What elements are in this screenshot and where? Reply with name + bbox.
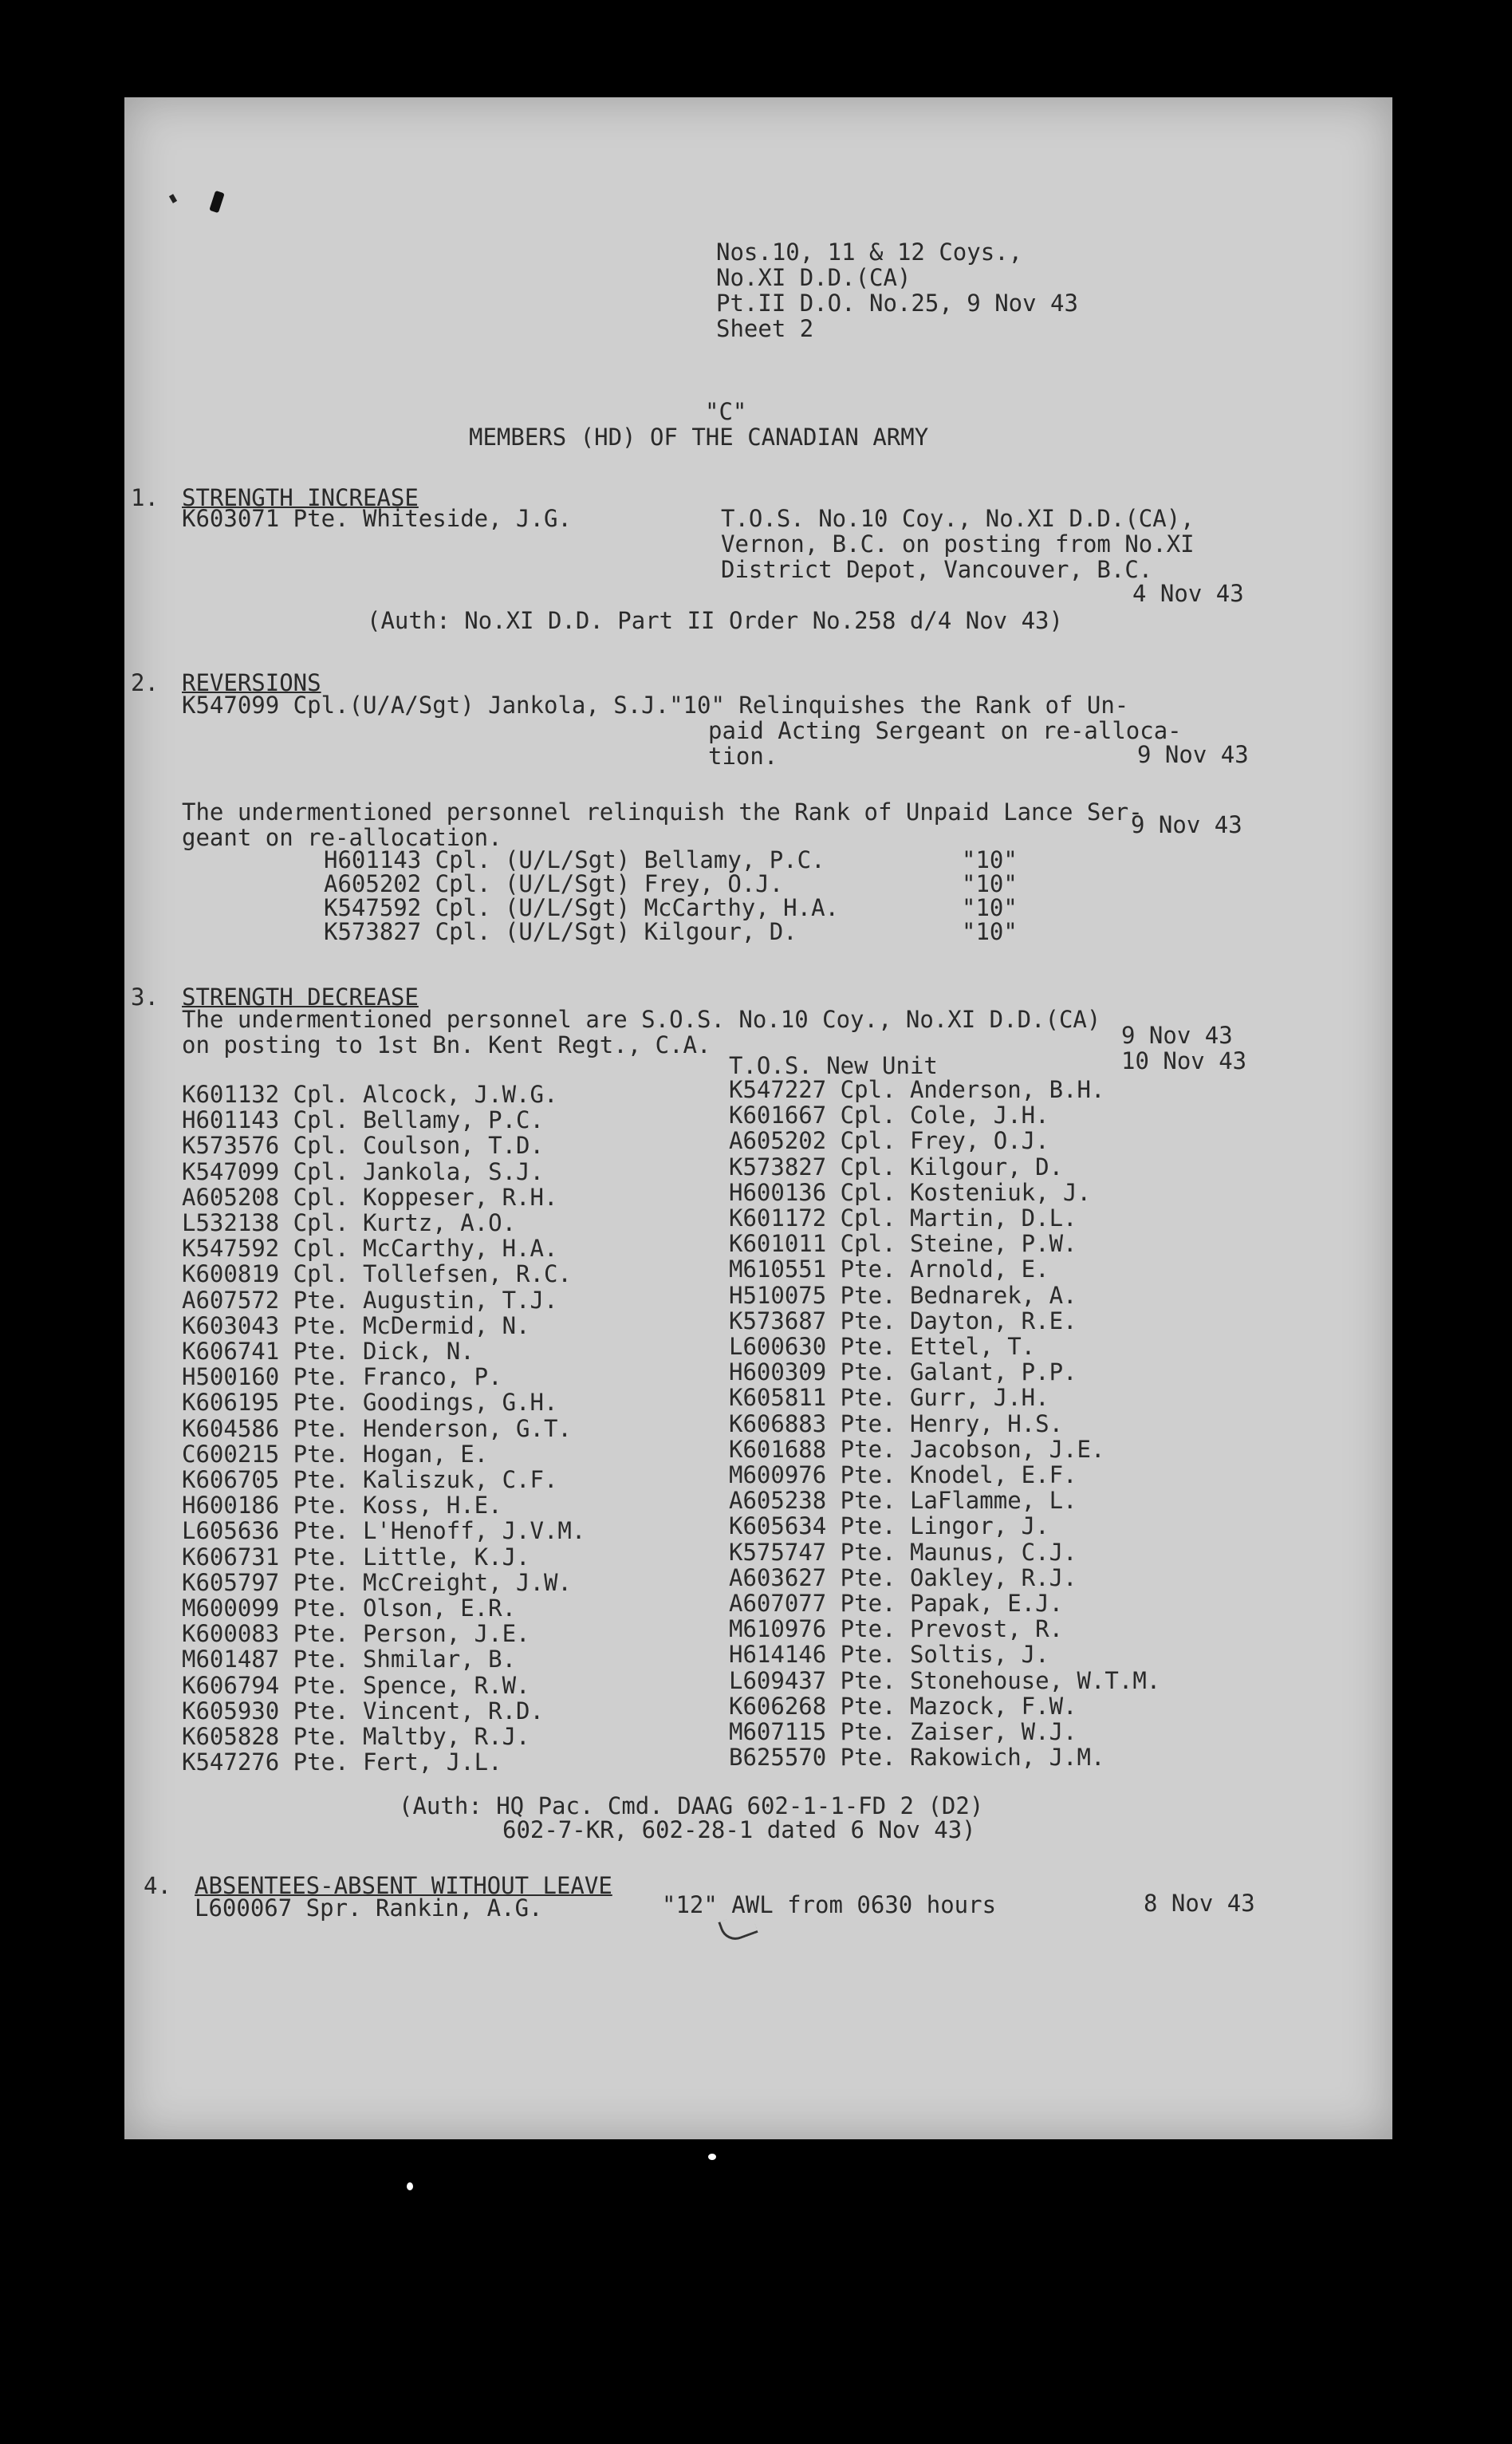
ink-mark (209, 191, 224, 213)
header-line-3: Pt.II D.O. No.25, 9 Nov 43 (716, 290, 1078, 317)
reversion-row-coy: "10" (962, 894, 1018, 921)
section-2-para-2: geant on re-allocation. (182, 824, 502, 851)
personnel-entry: K604586 Pte. Henderson, G.T. (182, 1414, 572, 1442)
section-2-heading: REVERSIONS (182, 669, 321, 696)
personnel-entry: K600819 Cpl. Tollefsen, R.C. (182, 1260, 572, 1288)
personnel-entry: K605634 Pte. Lingor, J. (729, 1512, 1049, 1540)
section-3-tos-label: T.O.S. New Unit (729, 1052, 938, 1079)
personnel-entry: K575747 Pte. Maunus, C.J. (729, 1538, 1077, 1566)
reversion-row-name: A605202 Cpl. (U/L/Sgt) Frey, O.J. (324, 870, 784, 897)
section-1-auth: (Auth: No.XI D.D. Part II Order No.258 d/4 Nov 43) (367, 607, 1063, 634)
section-1-desc-2: Vernon, B.C. on posting from No.XI (721, 530, 1195, 558)
personnel-entry: M600099 Pte. Olson, E.R. (182, 1595, 517, 1622)
reversion-row-coy: "10" (962, 918, 1018, 945)
section-1-heading: STRENGTH INCREASE (182, 484, 419, 511)
section-2-line-1: K547099 Cpl.(U/A/Sgt) Jankola, S.J."10" Relinquishes the Rank of Un- (182, 692, 1129, 719)
section-4-heading: ABSENTEES-ABSENT WITHOUT LEAVE (195, 1872, 612, 1899)
personnel-entry: M610551 Pte. Arnold, E. (729, 1256, 1049, 1283)
section-2-para-1: The undermentioned personnel relinquish the Rank of Unpaid Lance Ser- (182, 798, 1143, 826)
personnel-entry: H614146 Pte. Soltis, J. (729, 1641, 1049, 1669)
personnel-entry: H500160 Pte. Franco, P. (182, 1363, 502, 1391)
personnel-entry: K547592 Cpl. McCarthy, H.A. (182, 1235, 558, 1263)
personnel-entry: K603043 Pte. McDermid, N. (182, 1311, 530, 1339)
personnel-entry: K606268 Pte. Mazock, F.W. (729, 1692, 1077, 1720)
personnel-entry: M600976 Pte. Knodel, E.F. (729, 1461, 1077, 1488)
section-4-date: 8 Nov 43 (1144, 1890, 1255, 1917)
section-3-auth-2: 602-7-KR, 602-28-1 dated 6 Nov 43) (502, 1816, 976, 1843)
personnel-entry: M610976 Pte. Prevost, R. (729, 1615, 1064, 1643)
section-2-number: 2. (131, 669, 159, 696)
section-2-date-1: 9 Nov 43 (1137, 741, 1249, 768)
section-3-heading: STRENGTH DECREASE (182, 984, 419, 1011)
header-line-2: No.XI D.D.(CA) (716, 264, 912, 291)
header-line-1: Nos.10, 11 & 12 Coys., (716, 238, 1023, 266)
personnel-entry: H601143 Cpl. Bellamy, P.C. (182, 1106, 544, 1134)
section-3-date-2: 10 Nov 43 (1121, 1047, 1247, 1074)
personnel-entry: K606195 Pte. Goodings, G.H. (182, 1389, 558, 1417)
reversion-row-name: H601143 Cpl. (U/L/Sgt) Bellamy, P.C. (324, 846, 825, 873)
personnel-entry: K606731 Pte. Little, K.J. (182, 1543, 530, 1571)
section-1-desc-1: T.O.S. No.10 Coy., No.XI D.D.(CA), (721, 505, 1195, 532)
page-title: MEMBERS (HD) OF THE CANADIAN ARMY (469, 424, 929, 451)
personnel-entry: L600630 Pte. Ettel, T. (729, 1333, 1036, 1360)
section-1-number: 1. (131, 484, 159, 511)
personnel-entry: A603627 Pte. Oakley, R.J. (729, 1563, 1077, 1591)
personnel-entry: K606705 Pte. Kaliszuk, C.F. (182, 1466, 558, 1493)
personnel-entry: L605636 Pte. L'Henoff, J.V.M. (182, 1517, 586, 1545)
personnel-entry: K606883 Pte. Henry, H.S. (729, 1409, 1064, 1437)
personnel-entry: B625570 Pte. Rakowich, J.M. (729, 1744, 1105, 1772)
section-1-date: 4 Nov 43 (1132, 580, 1244, 607)
personnel-entry: K601667 Cpl. Cole, J.H. (729, 1102, 1049, 1129)
section-4-desc: "12" AWL from 0630 hours (662, 1891, 997, 1918)
section-2-line-3: tion. (708, 743, 778, 770)
personnel-entry: K547099 Cpl. Jankola, S.J. (182, 1157, 544, 1185)
personnel-entry: A607077 Pte. Papak, E.J. (729, 1590, 1064, 1617)
personnel-entry: K547276 Pte. Fert, J.L. (182, 1748, 502, 1776)
personnel-entry: L532138 Cpl. Kurtz, A.O. (182, 1209, 517, 1236)
section-4-entry: L600067 Spr. Rankin, A.G. (195, 1894, 543, 1922)
reversion-row-name: K573827 Cpl. (U/L/Sgt) Kilgour, D. (324, 918, 797, 945)
personnel-entry: K573687 Pte. Dayton, R.E. (729, 1307, 1077, 1334)
personnel-entry: H600136 Cpl. Kosteniuk, J. (729, 1178, 1091, 1206)
section-1-desc-3: District Depot, Vancouver, B.C. (721, 556, 1153, 583)
personnel-entry: K600083 Pte. Person, J.E. (182, 1620, 530, 1648)
personnel-entry: K601132 Cpl. Alcock, J.W.G. (182, 1081, 558, 1108)
section-3-para-2: on posting to 1st Bn. Kent Regt., C.A. (182, 1031, 711, 1058)
personnel-entry: M607115 Pte. Zaiser, W.J. (729, 1718, 1077, 1745)
personnel-entry: H510075 Pte. Bednarek, A. (729, 1281, 1077, 1309)
section-3-para-1: The undermentioned personnel are S.O.S. No.10 Coy., No.XI D.D.(CA) (182, 1006, 1101, 1033)
personnel-entry: A605208 Cpl. Koppeser, R.H. (182, 1183, 558, 1211)
personnel-entry: K606794 Pte. Spence, R.W. (182, 1671, 530, 1699)
personnel-entry: A607572 Pte. Augustin, T.J. (182, 1286, 558, 1314)
ink-mark-small (169, 194, 177, 203)
personnel-entry: H600309 Pte. Galant, P.P. (729, 1358, 1077, 1386)
reversion-row-coy: "10" (962, 870, 1018, 897)
film-speck (708, 2154, 716, 2160)
section-4-number: 4. (144, 1872, 171, 1899)
personnel-entry: K605930 Pte. Vincent, R.D. (182, 1697, 544, 1725)
section-1-entry: K603071 Pte. Whiteside, J.G. (182, 505, 572, 532)
section-3-date-1: 9 Nov 43 (1121, 1022, 1233, 1049)
personnel-entry: K606741 Pte. Dick, N. (182, 1338, 474, 1365)
personnel-entry: K601011 Cpl. Steine, P.W. (729, 1230, 1077, 1258)
section-2-line-2: paid Acting Sergeant on re-alloca- (708, 717, 1182, 744)
personnel-entry: A605202 Cpl. Frey, O.J. (729, 1127, 1049, 1155)
personnel-entry: L609437 Pte. Stonehouse, W.T.M. (729, 1666, 1161, 1694)
personnel-entry: K605828 Pte. Maltby, R.J. (182, 1723, 530, 1750)
section-2-date-2: 9 Nov 43 (1131, 811, 1242, 838)
personnel-entry: C600215 Pte. Hogan, E. (182, 1440, 489, 1468)
reversion-row-coy: "10" (962, 846, 1018, 873)
reversion-row-name: K547592 Cpl. (U/L/Sgt) McCarthy, H.A. (324, 894, 840, 921)
personnel-entry: K601172 Cpl. Martin, D.L. (729, 1204, 1077, 1232)
section-3-number: 3. (131, 984, 159, 1011)
personnel-entry: H600186 Pte. Koss, H.E. (182, 1492, 502, 1520)
personnel-entry: K573576 Cpl. Coulson, T.D. (182, 1132, 544, 1160)
section-3-auth-1: (Auth: HQ Pac. Cmd. DAAG 602-1-1-FD 2 (D2) (399, 1792, 984, 1819)
personnel-entry: K605811 Pte. Gurr, J.H. (729, 1384, 1049, 1412)
personnel-entry: K573827 Cpl. Kilgour, D. (729, 1153, 1064, 1181)
film-speck (407, 2182, 413, 2190)
title-letter: "C" (705, 398, 747, 425)
personnel-entry: K605797 Pte. McCreight, J.W. (182, 1568, 572, 1596)
personnel-entry: K547227 Cpl. Anderson, B.H. (729, 1076, 1105, 1103)
header-line-4: Sheet 2 (716, 315, 814, 342)
document-page (124, 97, 1392, 2139)
personnel-entry: K601688 Pte. Jacobson, J.E. (729, 1435, 1105, 1463)
personnel-entry: M601487 Pte. Shmilar, B. (182, 1646, 517, 1673)
personnel-entry: A605238 Pte. LaFlamme, L. (729, 1487, 1077, 1515)
